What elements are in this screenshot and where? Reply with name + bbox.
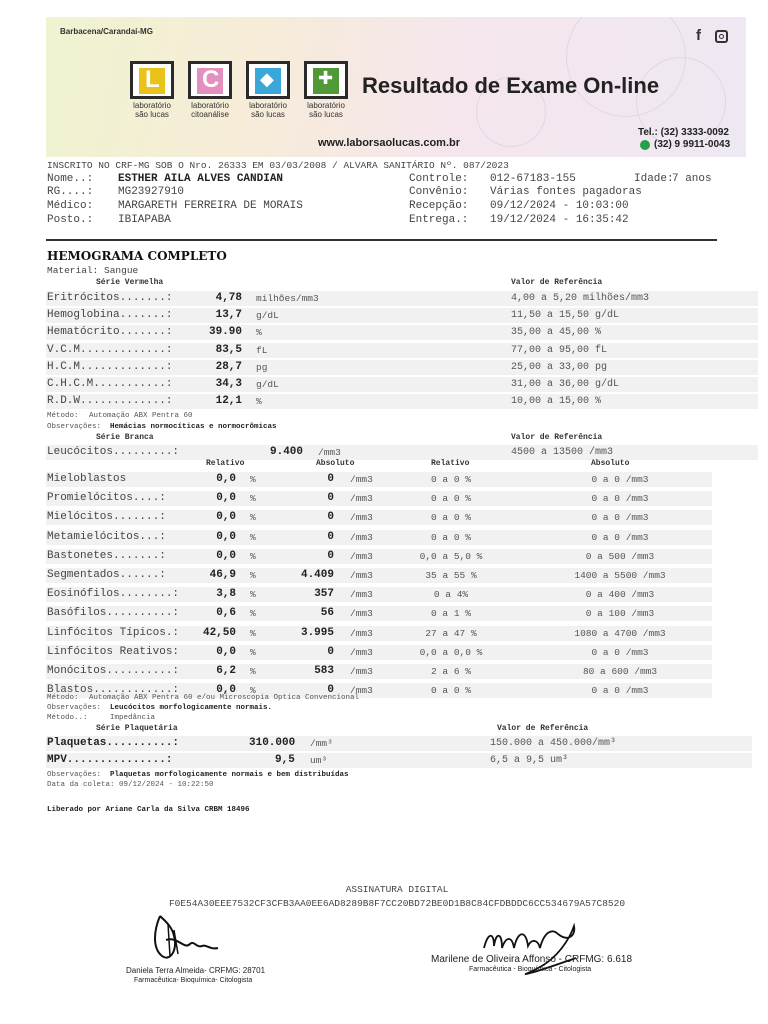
row-absoluto: 0 xyxy=(327,684,334,697)
row-unit: /mm3 xyxy=(350,512,373,524)
row-percent: % xyxy=(250,589,256,601)
row-unit: g/dL xyxy=(256,310,279,322)
metodo-label-red: Método: xyxy=(47,412,79,420)
website-link[interactable]: www.laborsaolucas.com.br xyxy=(318,137,461,149)
row-absoluto: 0 xyxy=(327,492,334,505)
convenio-value: Várias fontes pagadoras xyxy=(490,186,642,198)
row-percent: % xyxy=(250,493,256,505)
row-percent: % xyxy=(250,570,256,581)
ref-heading-plaq: Valor de Referência xyxy=(497,724,589,733)
material: Material: Sangue xyxy=(47,265,139,276)
row-percent: % xyxy=(250,550,256,562)
row-label: H.C.M.............: xyxy=(47,360,173,373)
phone-number: Tel.: (32) 3333-0092 xyxy=(638,127,729,138)
city-label: Barbacena/Carandaí-MG xyxy=(60,27,153,36)
row-ref-absoluto: 0 a 0 /mm3 xyxy=(591,685,649,697)
plaquetas-label: Plaquetas..........: xyxy=(47,737,180,749)
row-percent: % xyxy=(250,608,256,620)
row-percent: % xyxy=(250,531,256,543)
row-ref: 35,00 a 45,00 % xyxy=(511,327,602,339)
idade-label: Idade: xyxy=(634,173,674,185)
row-ref: 25,00 a 33,00 pg xyxy=(511,361,608,373)
row-absoluto: 0 xyxy=(327,530,334,543)
row-ref-absoluto: 0 a 0 /mm3 xyxy=(591,646,649,658)
controle-label: Controle: xyxy=(409,173,469,185)
row-ref-relativo: 35 a 55 % xyxy=(425,570,477,581)
obs-red: Hemácias normocíticas e normocrômicas xyxy=(110,423,277,431)
obs-label-red: Observações: xyxy=(47,423,102,431)
logo-sao-lucas: L xyxy=(130,61,174,99)
patient-posto: IBIAPABA xyxy=(118,214,171,226)
row-value: 12,1 xyxy=(215,395,242,408)
signature-hash: F0E54A30EEE7532CF3CFB3AA0EE6AD8289B8F7CC20BD72BE0D1B8C84CFDBDDC6CC534679A57C8520 xyxy=(168,898,626,909)
row-percent: % xyxy=(250,627,256,639)
row-ref-relativo: 0 a 0 % xyxy=(431,493,471,505)
row-absoluto: 4.409 xyxy=(300,569,334,581)
row-absoluto: 3.995 xyxy=(300,626,334,639)
row-percent: % xyxy=(250,685,256,697)
entrega-label: Entrega.: xyxy=(409,214,469,226)
row-ref: 11,50 a 15,50 g/dL xyxy=(511,310,620,322)
ref-heading-white: Valor de Referência xyxy=(511,433,603,442)
ref-heading-red: Valor de Referência xyxy=(511,278,603,287)
row-percent: % xyxy=(250,666,256,677)
signature-2-name: Marilene de Oliveira Affonso - CRFMG: 6.618 xyxy=(431,954,633,965)
idade-value: 7 anos xyxy=(672,173,712,185)
divider xyxy=(46,239,717,241)
col-absoluto: Absoluto xyxy=(316,459,355,468)
mpv-value: 9,5 xyxy=(275,754,295,766)
row-ref: 4,00 a 5,20 milhões/mm3 xyxy=(511,293,650,304)
row-unit: /mm3 xyxy=(350,589,373,601)
entrega-value: 19/12/2024 - 16:35:42 xyxy=(490,214,629,226)
row-absoluto: 583 xyxy=(314,665,334,677)
leucocitos-ref: 4500 a 13500 /mm3 xyxy=(511,447,614,458)
row-unit: /mm3 xyxy=(350,608,373,620)
exam-title: HEMOGRAMA COMPLETO xyxy=(47,249,227,263)
signature-2-role: Farmacêutica - Bioquímica - Citologista xyxy=(469,966,592,973)
whatsapp-number: (32) 9 9911-0043 xyxy=(654,139,731,150)
row-relativo: 3,8 xyxy=(216,588,236,601)
mpv-ref: 6,5 a 9,5 um³ xyxy=(490,755,569,766)
metodo-red: Automação ABX Pentra 60 xyxy=(89,412,193,420)
row-absoluto: 56 xyxy=(320,607,334,620)
row-label: Linfócitos Reativos: xyxy=(47,645,180,658)
row-ref-absoluto: 0 a 0 /mm3 xyxy=(591,474,649,485)
row-ref-absoluto: 0 a 0 /mm3 xyxy=(591,512,649,524)
row-absoluto: 357 xyxy=(314,588,334,601)
patient-rg: MG23927910 xyxy=(118,186,185,198)
row-ref-absoluto: 0 a 400 /mm3 xyxy=(585,589,655,601)
leucocitos-value: 9.400 xyxy=(270,446,304,458)
medico-label: Médico: xyxy=(47,200,94,212)
row-relativo: 0,0 xyxy=(216,684,236,697)
row-label: Blastos............: xyxy=(47,684,180,697)
row-ref-relativo: 0 a 0 % xyxy=(431,685,471,697)
logo-vacina: ◆ xyxy=(246,61,290,99)
instagram-icon[interactable] xyxy=(715,30,728,43)
row-unit: /mm3 xyxy=(350,570,373,581)
row-ref-relativo: 0 a 0 % xyxy=(431,531,471,543)
metodo2: Impedância xyxy=(110,714,156,722)
row-relativo: 0,0 xyxy=(216,645,236,658)
col-ref-absoluto: Absoluto xyxy=(591,459,630,468)
metodo-label-white: Método: xyxy=(47,694,79,702)
row-absoluto: 0 xyxy=(327,473,334,485)
row-relativo: 0,0 xyxy=(216,530,236,543)
whatsapp-icon xyxy=(640,140,650,150)
recepcao-value: 09/12/2024 - 10:03:00 xyxy=(490,200,629,212)
recepcao-label: Recepção: xyxy=(409,200,469,212)
row-label: Mieloblastos xyxy=(47,473,127,485)
row-unit: % xyxy=(256,396,262,408)
row-ref-absoluto: 0 a 0 /mm3 xyxy=(591,531,649,543)
row-label: Monócitos..........: xyxy=(47,665,180,677)
row-relativo: 6,2 xyxy=(216,665,236,677)
registry-line: INSCRITO NO CRF-MG SOB O Nro. 26333 EM 03/03/2008 / ALVARA SANITÁRIO Nº. 087/2023 xyxy=(47,160,509,171)
row-label: Basófilos..........: xyxy=(47,607,180,620)
plaquetas-ref: 150.000 a 450.000/mm³ xyxy=(490,738,617,749)
logo-label-1: laboratório são lucas xyxy=(133,101,171,119)
row-unit: milhões/mm3 xyxy=(256,293,319,304)
obs-label-white: Observações: xyxy=(47,704,102,712)
logo-label-4: laboratório são lucas xyxy=(307,101,345,119)
row-unit: % xyxy=(256,327,262,339)
row-percent: % xyxy=(250,512,256,524)
row-value: 13,7 xyxy=(215,309,242,322)
signature-1-name: Daniela Terra Almeida- CRFMG: 28701 xyxy=(126,966,266,975)
row-label: Metamielócitos...: xyxy=(47,530,166,543)
row-value: 28,7 xyxy=(215,360,242,373)
row-relativo: 0,6 xyxy=(216,607,236,620)
row-ref-absoluto: 0 a 0 /mm3 xyxy=(591,493,649,505)
row-relativo: 0,0 xyxy=(216,492,236,505)
row-absoluto: 0 xyxy=(327,511,334,524)
row-unit: /mm3 xyxy=(350,646,373,658)
row-unit: g/dL xyxy=(256,379,279,390)
nome-label: Nome..: xyxy=(47,173,94,185)
obs-plaq: Plaquetas morfologicamente normais e bem distribuídas xyxy=(110,771,349,779)
plaquetas-unit: /mm³ xyxy=(310,738,333,749)
row-unit: /mm3 xyxy=(350,531,373,543)
row-ref-absoluto: 1400 a 5500 /mm3 xyxy=(574,570,666,581)
row-ref-relativo: 0 a 0 % xyxy=(431,512,471,524)
patient-medico: MARGARETH FERREIRA DE MORAIS xyxy=(118,200,303,212)
row-value: 4,78 xyxy=(215,292,242,304)
row-label: Segmentados......: xyxy=(47,569,166,581)
row-label: Hematócrito.......: xyxy=(47,326,173,339)
serie-vermelha-heading: Série Vermelha xyxy=(96,278,164,287)
signature-1-scribble xyxy=(148,910,222,966)
obs-white: Leucócitos morfologicamente normais. xyxy=(110,704,273,712)
row-unit: /mm3 xyxy=(350,550,373,562)
row-absoluto: 0 xyxy=(327,645,334,658)
row-unit: /mm3 xyxy=(350,627,373,639)
facebook-icon[interactable]: f xyxy=(696,27,701,44)
logo-label-3: laboratório são lucas xyxy=(249,101,287,119)
row-unit: /mm3 xyxy=(350,474,373,485)
row-unit: /mm3 xyxy=(350,666,373,677)
row-ref-relativo: 0 a 4% xyxy=(433,589,469,601)
serie-plaquetaria-heading: Série Plaquetária xyxy=(96,724,178,733)
row-label: Eritrócitos.......: xyxy=(47,292,173,304)
signature-title: ASSINATURA DIGITAL xyxy=(345,884,449,895)
row-ref-relativo: 0,0 a 0,0 % xyxy=(419,646,483,658)
row-relativo: 0,0 xyxy=(216,473,236,485)
row-unit: pg xyxy=(256,361,268,373)
row-relativo: 0,0 xyxy=(216,511,236,524)
col-ref-relativo: Relativo xyxy=(431,459,470,468)
mpv-unit: um³ xyxy=(310,755,328,766)
row-value: 39.90 xyxy=(208,326,242,339)
row-relativo: 0,0 xyxy=(216,549,236,562)
row-absoluto: 0 xyxy=(327,549,334,562)
row-ref-relativo: 0,0 a 5,0 % xyxy=(419,550,483,562)
col-relativo: Relativo xyxy=(206,459,245,468)
row-unit: /mm3 xyxy=(350,685,373,697)
posto-label: Posto.: xyxy=(47,214,94,226)
row-label: Promielócitos....: xyxy=(47,492,166,505)
row-ref-absoluto: 0 a 500 /mm3 xyxy=(585,550,655,562)
row-relativo: 46,9 xyxy=(209,569,236,581)
row-value: 34,3 xyxy=(215,378,242,390)
row-label: C.H.C.M...........: xyxy=(47,378,173,390)
row-percent: % xyxy=(250,646,256,658)
serie-branca-heading: Série Branca xyxy=(96,433,154,442)
leucocitos-label: Leucócitos.........: xyxy=(47,446,180,458)
row-label: Eosinófilos........: xyxy=(47,588,180,601)
row-ref-relativo: 0 a 0 % xyxy=(431,474,471,485)
row-value: 83,5 xyxy=(215,343,242,356)
row-ref-relativo: 0 a 1 % xyxy=(431,608,471,620)
row-percent: % xyxy=(250,474,256,485)
row-ref: 10,00 a 15,00 % xyxy=(511,396,602,408)
metodo2-label: Método..: xyxy=(47,714,88,722)
signature-1-role: Farmacêutica- Bioquímica- Citologista xyxy=(134,977,253,984)
patient-name: ESTHER AILA ALVES CANDIAN xyxy=(118,173,284,185)
logo-label-2: laboratório citoanálise xyxy=(191,101,229,119)
row-label: Bastonetes.......: xyxy=(47,549,166,562)
row-ref-absoluto: 1080 a 4700 /mm3 xyxy=(574,627,666,639)
convenio-label: Convênio: xyxy=(409,186,469,198)
logo-citoanalise: C xyxy=(188,61,232,99)
row-label: Mielócitos.......: xyxy=(47,511,166,524)
row-unit: fL xyxy=(256,344,268,356)
mpv-label: MPV...............: xyxy=(47,754,173,766)
row-relativo: 42,50 xyxy=(202,626,236,639)
obs-label-plaq: Observações: xyxy=(47,771,102,779)
metodo-white: Automação ABX Pentra 60 e/ou Microscopia Optica Convencional xyxy=(89,694,360,702)
row-ref-relativo: 27 a 47 % xyxy=(425,627,477,639)
header-banner xyxy=(46,17,746,157)
row-label: Hemoglobina.......: xyxy=(47,309,173,322)
row-ref: 31,00 a 36,00 g/dL xyxy=(511,379,620,390)
liberado-por: Liberado por Ariane Carla da Silva CRBM 18496 xyxy=(47,806,250,814)
row-ref-absoluto: 80 a 600 /mm3 xyxy=(582,666,658,677)
page-title: Resultado de Exame On-line xyxy=(362,73,660,98)
row-ref: 77,00 a 95,00 fL xyxy=(511,344,608,356)
rg-label: RG....: xyxy=(47,186,94,198)
row-label: Linfócitos Típicos.: xyxy=(47,626,180,639)
row-label: V.C.M.............: xyxy=(47,343,173,356)
controle-value: 012-67183-155 xyxy=(490,173,576,185)
row-label: R.D.W.............: xyxy=(47,395,173,408)
data-coleta: Data da coleta: 09/12/2024 - 10:22:50 xyxy=(47,781,214,789)
row-ref-absoluto: 0 a 100 /mm3 xyxy=(585,608,655,620)
row-ref-relativo: 2 a 6 % xyxy=(431,666,471,677)
plaquetas-value: 310.000 xyxy=(249,737,296,749)
row-unit: /mm3 xyxy=(350,493,373,505)
logo-vet: ✚ xyxy=(304,61,348,99)
leucocitos-unit: /mm3 xyxy=(318,447,341,458)
